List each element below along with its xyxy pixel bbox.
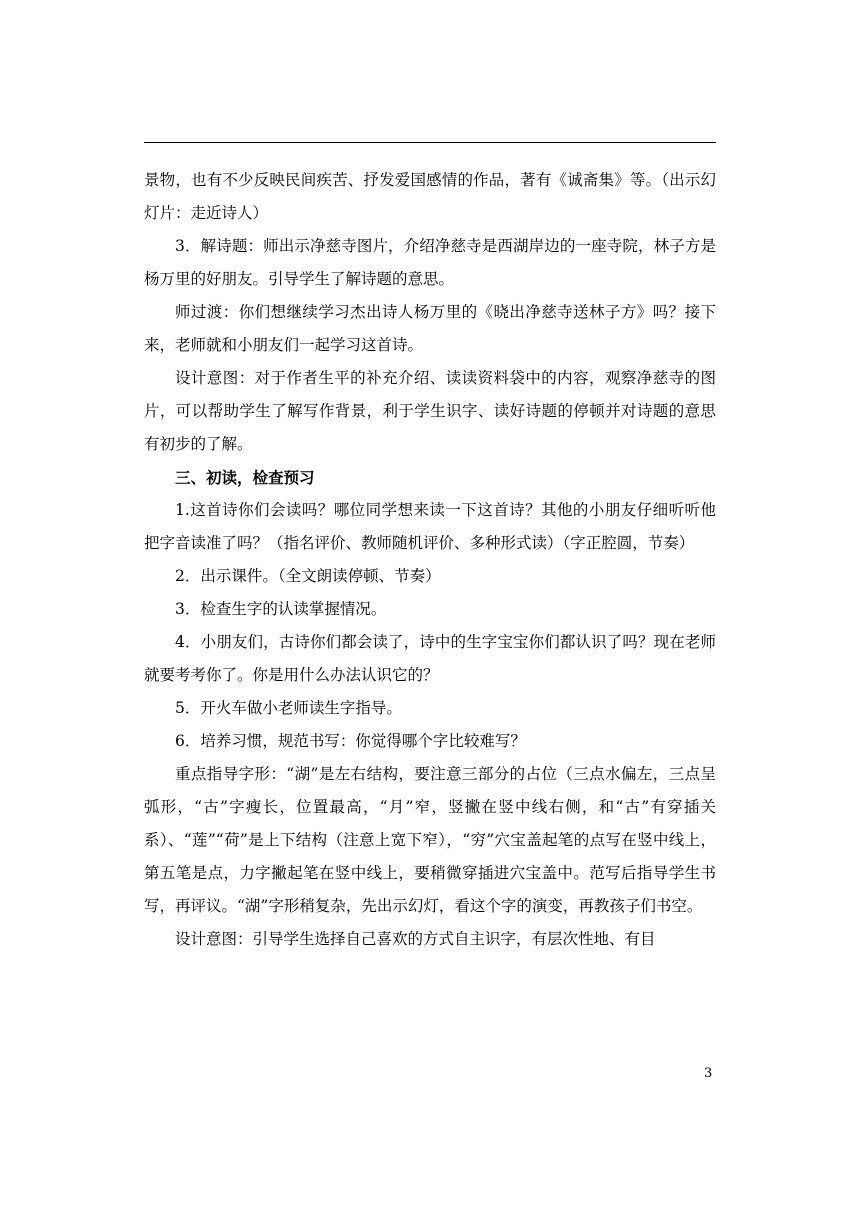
paragraph: 5．开火车做小老师读生字指导。 xyxy=(175,699,402,717)
paragraph: 2．出示课件。（全文朗读停顿、节奏） xyxy=(175,567,441,585)
paragraph: 设计意图：对于作者生平的补充介绍、读读资料袋中的内容，观察净慈寺的图片，可以帮助学生了解写作背景，利于学生识字、读好诗题的停顿并对诗题的意思有初步的了解。 xyxy=(144,369,716,453)
paragraph: 3．检查生字的认读掌握情况。 xyxy=(175,600,387,618)
paragraph: 景物，也有不少反映民间疾苦、抒发爱国感情的作品，著有《诚斋集》等。（出示幻灯片：走近诗人） xyxy=(144,171,716,222)
paragraph: 4．小朋友们，古诗你们都会读了，诗中的生字宝宝你们都认识了吗？现在老师就要考考你了。你是用什么办法认识它的？ xyxy=(144,633,716,684)
paragraph: 重点指导字形：“湖”是左右结构，要注意三部分的占位（三点水偏左，三点呈弧形，“古”字瘦长，位置最高，“月”窄，竖撇在竖中线右侧，和“古”有穿插关系）、“莲”“荷”是上下结构（注意上宽下窄），“穷”穴宝盖起笔的点写在竖中线上，第五笔是点，力字撇起笔在竖中线上，要稍微穿插进穴宝盖中。范写后指导学生书写，再评议。“湖”字形稍复杂，先出示幻灯，看这个字的演变，再教孩子们书空。 xyxy=(144,765,716,915)
header-rule xyxy=(144,142,716,143)
body-text xyxy=(144,164,716,956)
paragraph: 1.这首诗你们会读吗？哪位同学想来读一下这首诗？其他的小朋友仔细听听他把字音读准了吗？（指名评价、教师随机评价、多种形式读）（字正腔圆，节奏） xyxy=(144,501,716,552)
paragraph: 师过渡：你们想继续学习杰出诗人杨万里的《晓出净慈寺送林子方》吗？接下来，老师就和小朋友们一起学习这首诗。 xyxy=(144,303,716,354)
section-heading: 三、初读，检查预习 xyxy=(175,468,315,487)
paragraph: 6．培养习惯，规范书写：你觉得哪个字比较难写？ xyxy=(175,732,526,750)
paragraph: 3．解诗题：师出示净慈寺图片，介绍净慈寺是西湖岸边的一座寺院，林子方是杨万里的好朋友。引导学生了解诗题的意思。 xyxy=(144,237,716,288)
page-number: 3 xyxy=(704,1066,713,1081)
paragraph: 设计意图：引导学生选择自己喜欢的方式自主识字，有层次性地、有目 xyxy=(175,930,656,948)
